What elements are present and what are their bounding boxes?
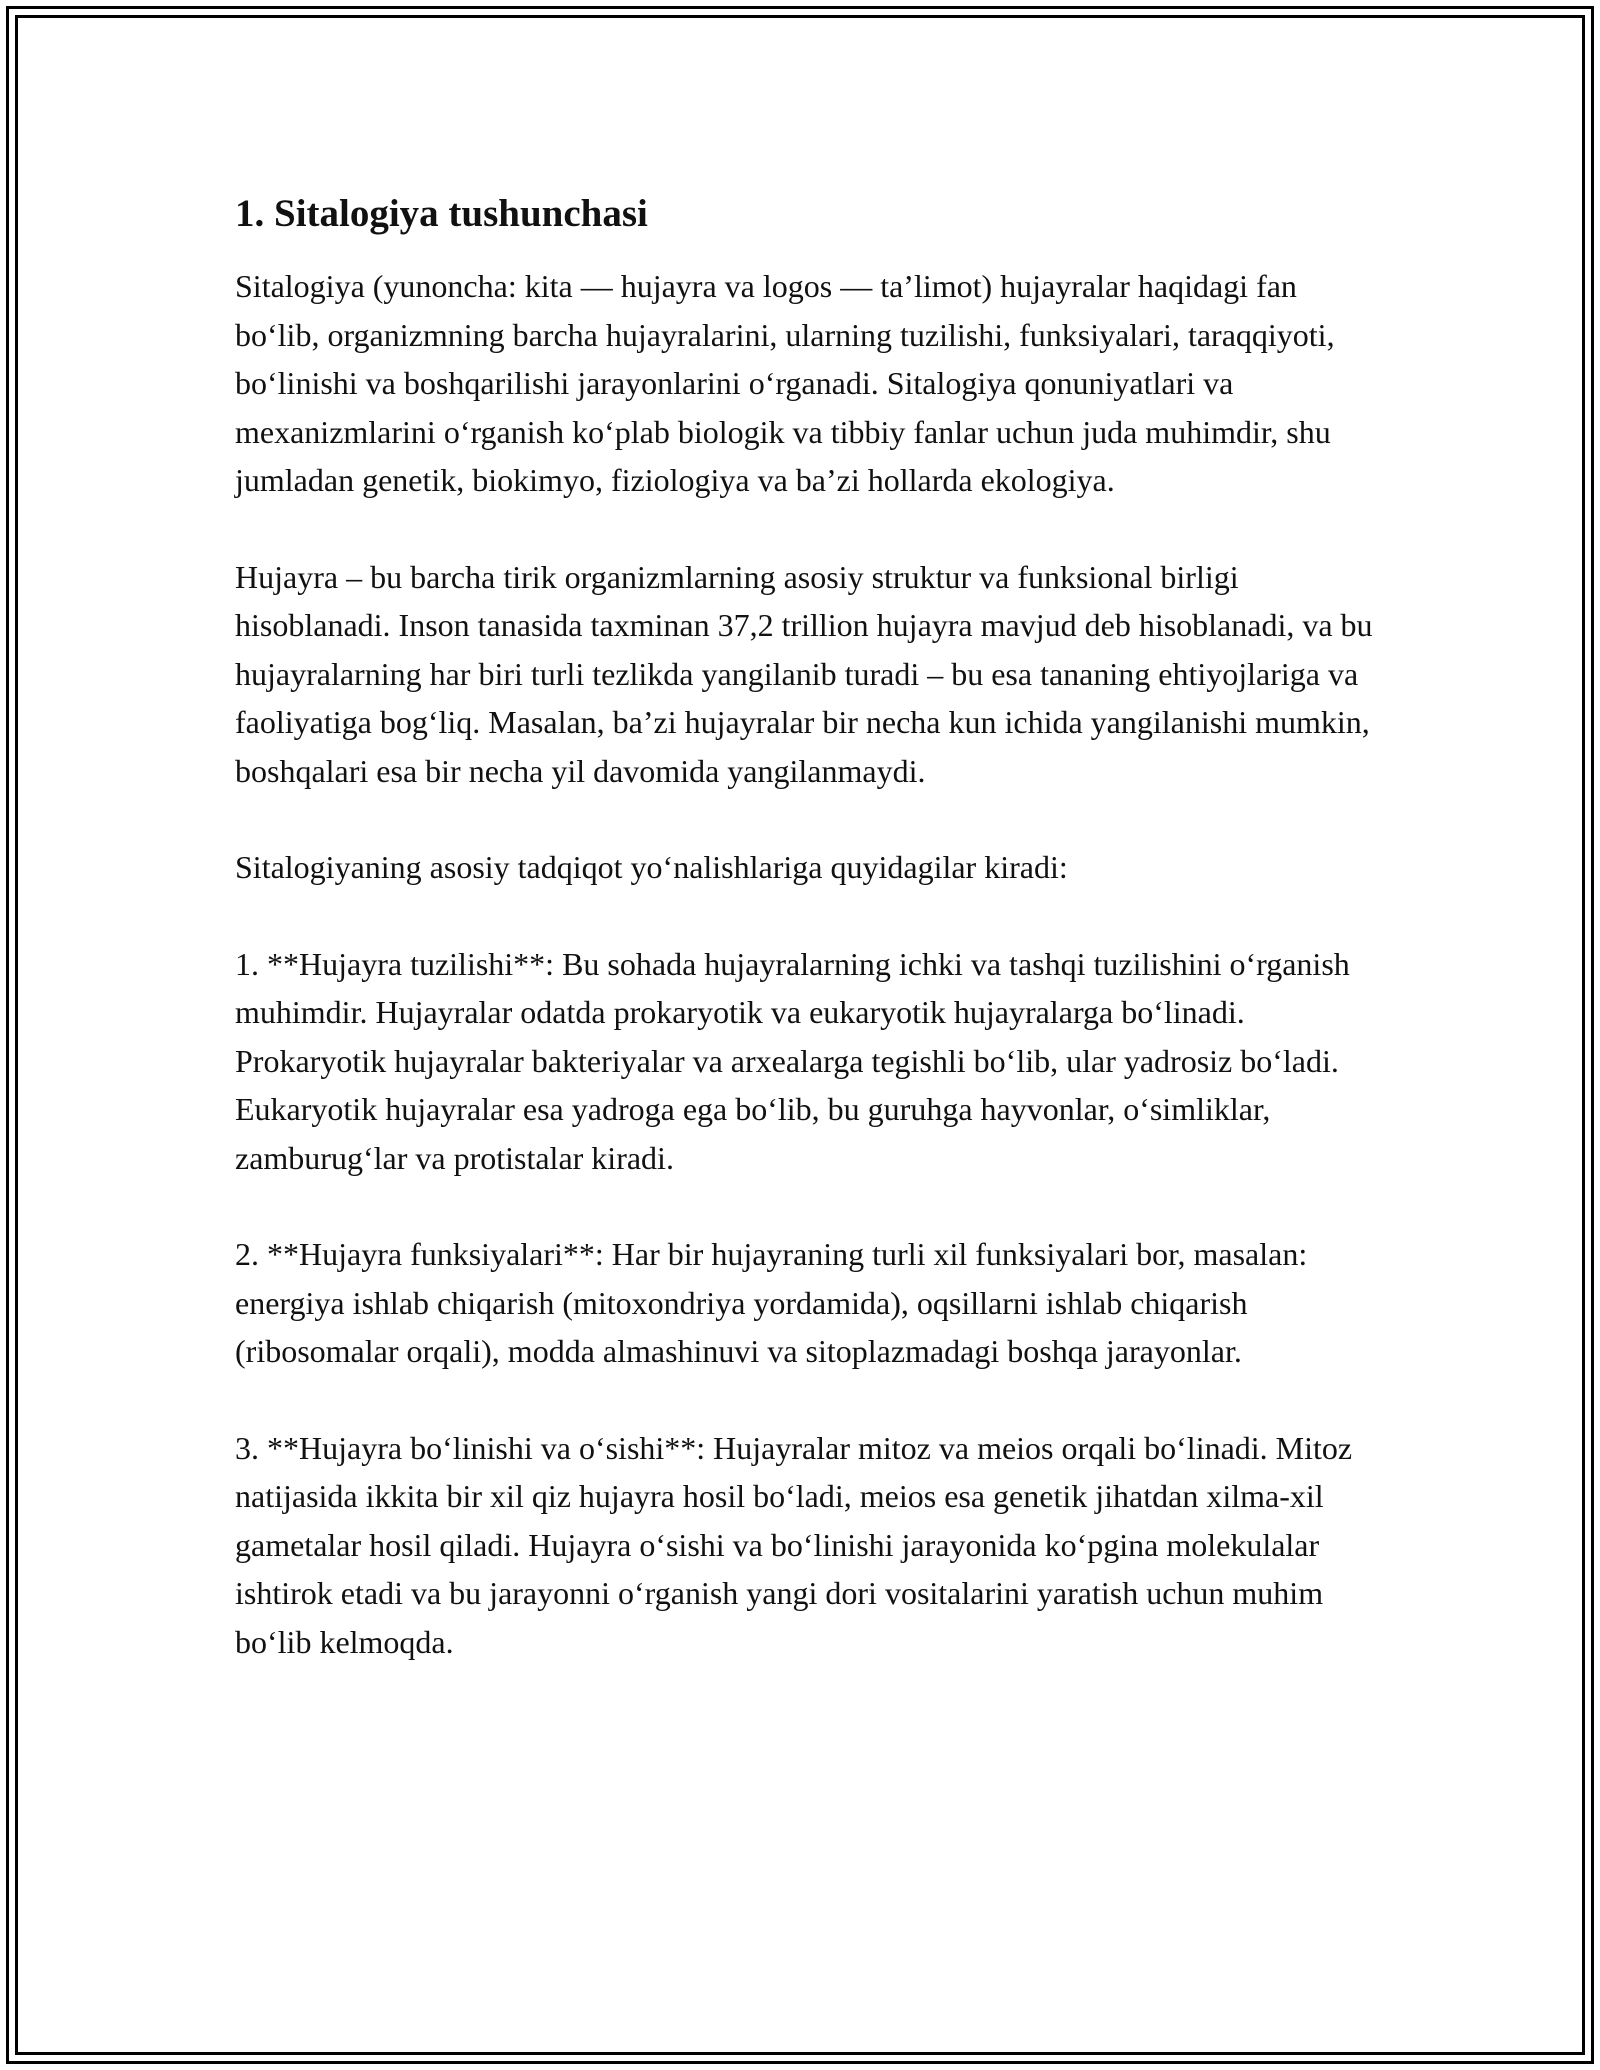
- paragraph-cell-definition: Hujayra – bu barcha tirik organizmlarning asosiy struktur va funksional birligi hisoblanadi. Inson tanasida taxminan 37,2 trillion hujayra mavjud deb hisoblanadi, va bu hujayralarning har biri turli tezlikda yangilanib turadi – bu esa tananing ehtiyojlariga va faoliyatiga bog‘liq. Masalan, ba’zi hujayralar bir necha kun ichida yangilanishi mumkin, boshqalari esa bir necha yil davomida yangilanmaydi.: [235, 558, 1373, 789]
- list-item-cell-structure: 1. **Hujayra tuzilishi**: Bu sohada hujayralarning ichki va tashqi tuzilishini o‘rganish muhimdir. Hujayralar odatda prokaryotik va eukaryotik hujayralarga bo‘linadi. Prokaryotik hujayralar bakteriyalar va arxealarga tegishli bo‘lib, ular yadrosiz bo‘ladi. Eukaryotik hujayralar esa yadroga ega bo‘lib, bu guruhga hayvonlar, o‘simliklar, zamburug‘lar va protistalar kiradi.: [235, 945, 1350, 1176]
- document-body: [235, 188, 1385, 1714]
- paragraph-research-directions: Sitalogiyaning asosiy tadqiqot yo‘nalishlariga quyidagilar kiradi:: [235, 849, 1068, 885]
- list-item-cell-division: 3. **Hujayra bo‘linishi va o‘sishi**: Hujayralar mitoz va meios orqali bo‘linadi. Mitoz natijasida ikkita bir xil qiz hujayra hosil bo‘ladi, meios esa genetik jihatdan xilma-xil gametalar hosil qiladi. Hujayra o‘sishi va bo‘linishi jarayonida ko‘pgina molekulalar ishtirok etadi va bu jarayonni o‘rganish yangi dori vositalarini yaratish uchun muhim bo‘lib kelmoqda.: [235, 1429, 1353, 1660]
- list-item-cell-functions: 2. **Hujayra funksiyalari**: Har bir hujayraning turli xil funksiyalari bor, masalan: energiya ishlab chiqarish (mitoxondriya yordamida), oqsillarni ishlab chiqarish (ribosomalar orqali), modda almashinuvi va sitoplazmadagi boshqa jarayonlar.: [235, 1236, 1308, 1369]
- section-heading: 1. Sitalogiya tushunchasi: [235, 192, 648, 235]
- paragraph-intro: Sitalogiya (yunoncha: kita — hujayra va logos — ta’limot) hujayralar haqidagi fan bo‘lib, organizmning barcha hujayralarini, ularning tuzilishi, funksiyalari, taraqqiyoti, bo‘linishi va boshqarilishi jarayonlarini o‘rganadi. Sitalogiya qonuniyatlari va mexanizmlarini o‘rganish ko‘plab biologik va tibbiy fanlar uchun juda muhimdir, shu jumladan genetik, biokimyo, fiziologiya va ba’zi hollarda ekologiya.: [235, 268, 1335, 498]
